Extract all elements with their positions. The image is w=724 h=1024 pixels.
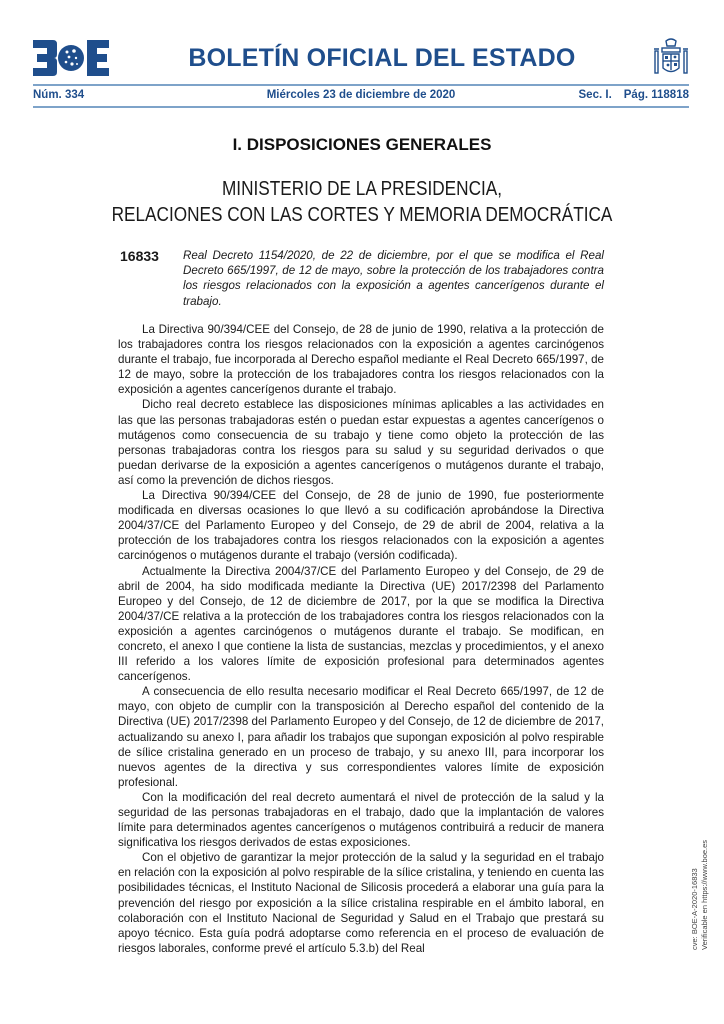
paragraph: Con la modificación del real decreto aumentará el nivel de protección de la salud y la seguridad de las personas trabajadoras en el trabajo, dado que la implantación de valores límite para determinados agentes cancerígenos o mutágenos contribuirá a reducir de manera significativa los riesgos derivados de estas exposiciones. [118, 790, 604, 850]
paragraph: Con el objetivo de garantizar la mejor protección de la salud y la seguridad en el trabajo en relación con la exposición al polvo respirable de la sílice cristalina, y teniendo en cuenta las posibilidades técnicas, el Instituto Nacional de Silicosis procederá a elaborar una guía para la prevención del riesgo por exposición a la sílice cristalina respirable en el ámbito laboral, en colaboración con el Instituto Nacional de Seguridad y Salud en el Trabajo que prestará su apoyo técnico. Esta guía podrá adoptarse como referencia en el proceso de evaluación de riesgos laborales, conforme prevé el artículo 5.3.b) del Real [118, 851, 604, 955]
issue-number: Núm. 334 [33, 89, 85, 101]
section-page [579, 89, 689, 101]
paragraph: La Directiva 90/394/CEE del Consejo, de 28 de junio de 1990, fue posteriormente modificada en diversas ocasiones lo que llevó a su codificación aprobándose la Directiva 2004/37/CE del Parlamento Europeo y del Consejo, de 29 de abril de 2004, relativa a la protección de los trabajadores contra los riesgos relacionados con la exposición a agentes carcinógenos o mutágenos durante el trabajo (versión codificada). [118, 489, 604, 563]
ministry-line-1: MINISTERIO DE LA PRESIDENCIA, [221, 178, 503, 200]
paragraph: La Directiva 90/394/CEE del Consejo, de 28 de junio de 1990, relativa a la protección de los trabajadores contra los riesgos relacionados con la exposición a agentes carcinógenos durante el trabajo, fue incorporada al Derecho español mediante el Real Decreto 665/1997, de 12 de mayo, sobre la protección de los trabajadores contra los riesgos relacionados con la exposición a agentes cancerígenos durante el trabajo. [118, 323, 604, 397]
issue-date: Miércoles 23 de diciembre de 2020 [266, 89, 456, 101]
gazette-title: BOLETÍN OFICIAL DEL ESTADO [188, 44, 576, 72]
coat-of-arms-icon [652, 37, 690, 79]
section-label: Sec. I. [578, 89, 612, 101]
header-rule-top [33, 84, 689, 86]
ministry-heading [51, 176, 674, 228]
body-text [118, 322, 604, 956]
paragraph: Dicho real decreto establece las disposiciones mínimas aplicables a las actividades en las que las personas trabajadoras estén o puedan estar expuestas a agentes cancerígenos o mutágenos como consecuencia de su trabajo y tiene como objeto la protección de las personas trabajadoras contra los riesgos para su salud y su seguridad derivados o que puedan derivarse de la exposición a agentes cancerígenos o mutágenos durante el trabajo, así como la prevención de dichos riesgos. [118, 398, 604, 487]
disposition-title: Real Decreto 1154/2020, de 22 de diciembre, por el que se modifica el Real Decreto 665/1997, de 12 de mayo, sobre la protección de los trabajadores contra los riesgos relacionados con la exposición a agentes cancerígenos durante el trabajo. [183, 249, 604, 308]
verification-note [690, 810, 710, 950]
page-number: Pág. 118818 [623, 89, 689, 101]
paragraph: A consecuencia de ello resulta necesario modificar el Real Decreto 665/1997, de 12 de mayo, con objeto de cumplir con la transposición al Derecho español del contenido de la Directiva (UE) 2017/2398 del Parlamento Europeo y del Consejo, de 12 de diciembre de 2017, actualizando su anexo I, para añadir los trabajos que supongan exposición al polvo respirable de sílice cristalina generado en un proceso de trabajo, y su anexo III, para incorporar los nuevos agentes de la directiva y sus correspondientes valores límite de exposición profesional. [118, 685, 604, 789]
verification-link[interactable]: Verificable en https://www.boe.es [700, 839, 709, 950]
paragraph: Actualmente la Directiva 2004/37/CE del Parlamento Europeo y del Consejo, de 29 de abril de 2004, ha sido modificada mediante la Directiva (UE) 2017/2398 del Parlamento Europeo y del Consejo, de 12 de diciembre de 2017, por la que se modifica la Directiva 2004/37/CE relativa a la protección de los trabajadores contra los riesgos relacionados con la exposición a agentes carcinógenos o mutágenos durante el trabajo. Se modifican, en concreto, el anexo I que contiene la lista de sustancias, mezclas y procedimientos, y el anexo III referido a los valores límite de exposición profesional para determinados agentes cancerígenos. [118, 564, 604, 684]
section-heading: I. DISPOSICIONES GENERALES [232, 135, 492, 154]
disposition-number: 16833 [120, 248, 159, 264]
header-meta [33, 89, 689, 104]
header-rule-bottom [33, 106, 689, 108]
ministry-line-2: RELACIONES CON LAS CORTES Y MEMORIA DEMOCRÁTICA [111, 204, 613, 226]
cve-code: cve: BOE-A-2020-16833 [690, 868, 699, 950]
